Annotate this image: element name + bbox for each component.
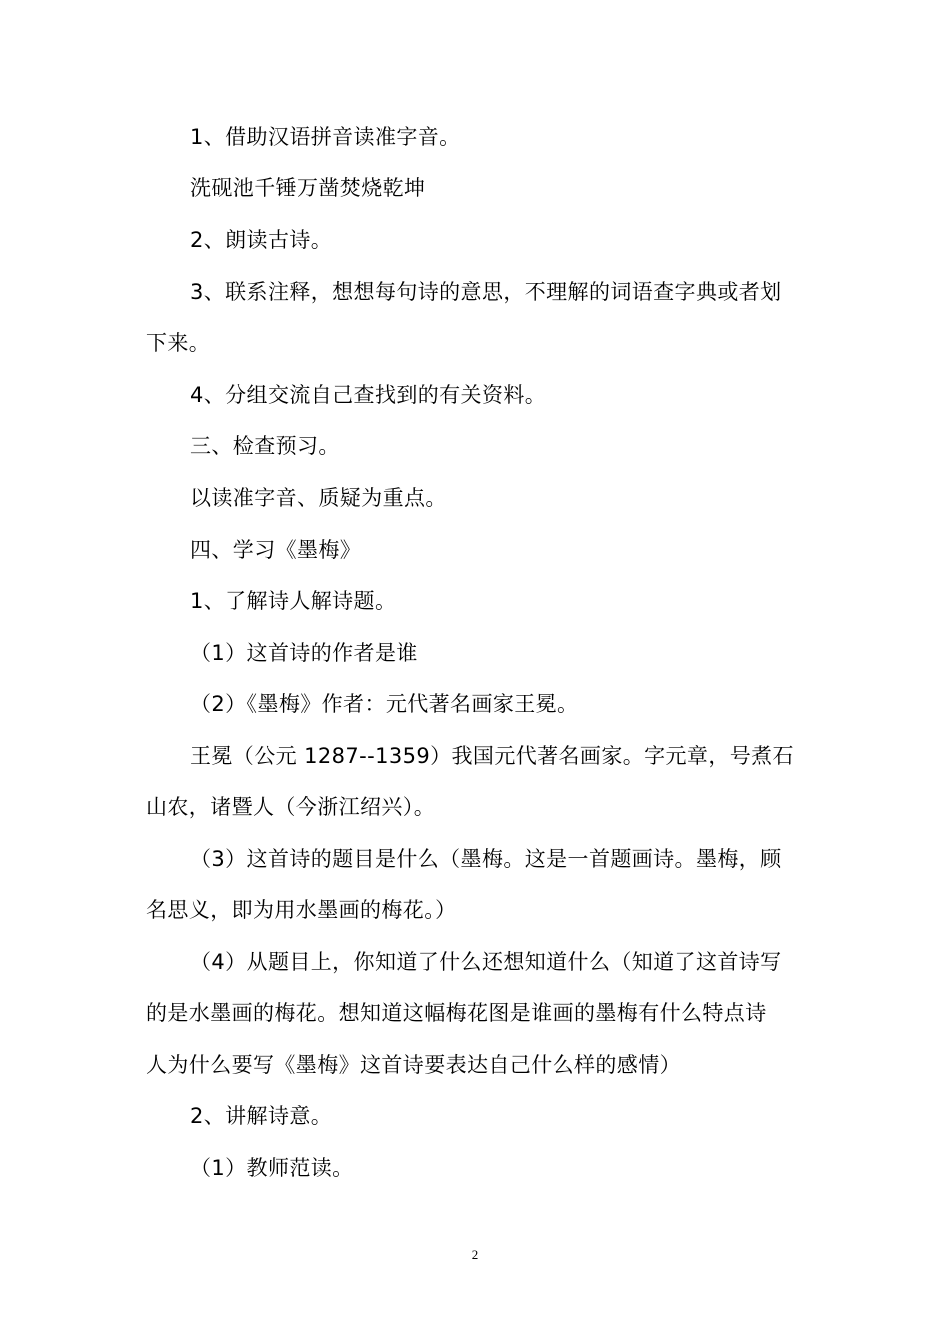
page-number: 2 <box>471 1247 479 1262</box>
section-heading: 四、学习《墨梅》 <box>190 538 362 562</box>
paragraph-line: （1）这首诗的作者是谁 <box>190 641 418 665</box>
paragraph-line: 2、朗读古诗。 <box>190 228 333 252</box>
paragraph-line: 山农，诸暨人（今浙江绍兴）。 <box>146 795 436 819</box>
paragraph-line: 名思义，即为用水墨画的梅花。） <box>146 898 457 922</box>
paragraph-line: 3、联系注释，想想每句诗的意思，不理解的词语查字典或者划 <box>190 280 782 304</box>
paragraph-line: 人为什么要写《墨梅》这首诗要表达自己什么样的感情） <box>146 1053 681 1077</box>
paragraph-line: 以读准字音、质疑为重点。 <box>190 486 447 510</box>
paragraph-line: 1、借助汉语拼音读准字音。 <box>190 125 461 149</box>
section-heading: 三、检查预习。 <box>190 434 340 458</box>
paragraph-line: （3）这首诗的题目是什么（墨梅。这是一首题画诗。墨梅，顾 <box>190 847 782 871</box>
paragraph-line: （1）教师范读。 <box>190 1156 354 1180</box>
paragraph-line: 洗砚池千锤万凿焚烧乾坤 <box>190 176 426 200</box>
paragraph-line: （4）从题目上，你知道了什么还想知道什么（知道了这首诗写 <box>190 950 782 974</box>
paragraph-line: 1、了解诗人解诗题。 <box>190 589 397 613</box>
paragraph-line: 的是水墨画的梅花。想知道这幅梅花图是谁画的墨梅有什么特点诗 <box>146 1001 767 1025</box>
paragraph-line: （2）《墨梅》作者：元代著名画家王冕。 <box>190 692 579 716</box>
paragraph-line: 王冕（公元 1287--1359）我国元代著名画家。字元章，号煮石 <box>190 744 794 768</box>
paragraph-line: 2、讲解诗意。 <box>190 1104 333 1128</box>
paragraph-line: 4、分组交流自己查找到的有关资料。 <box>190 383 547 407</box>
paragraph-line: 下来。 <box>146 331 211 355</box>
